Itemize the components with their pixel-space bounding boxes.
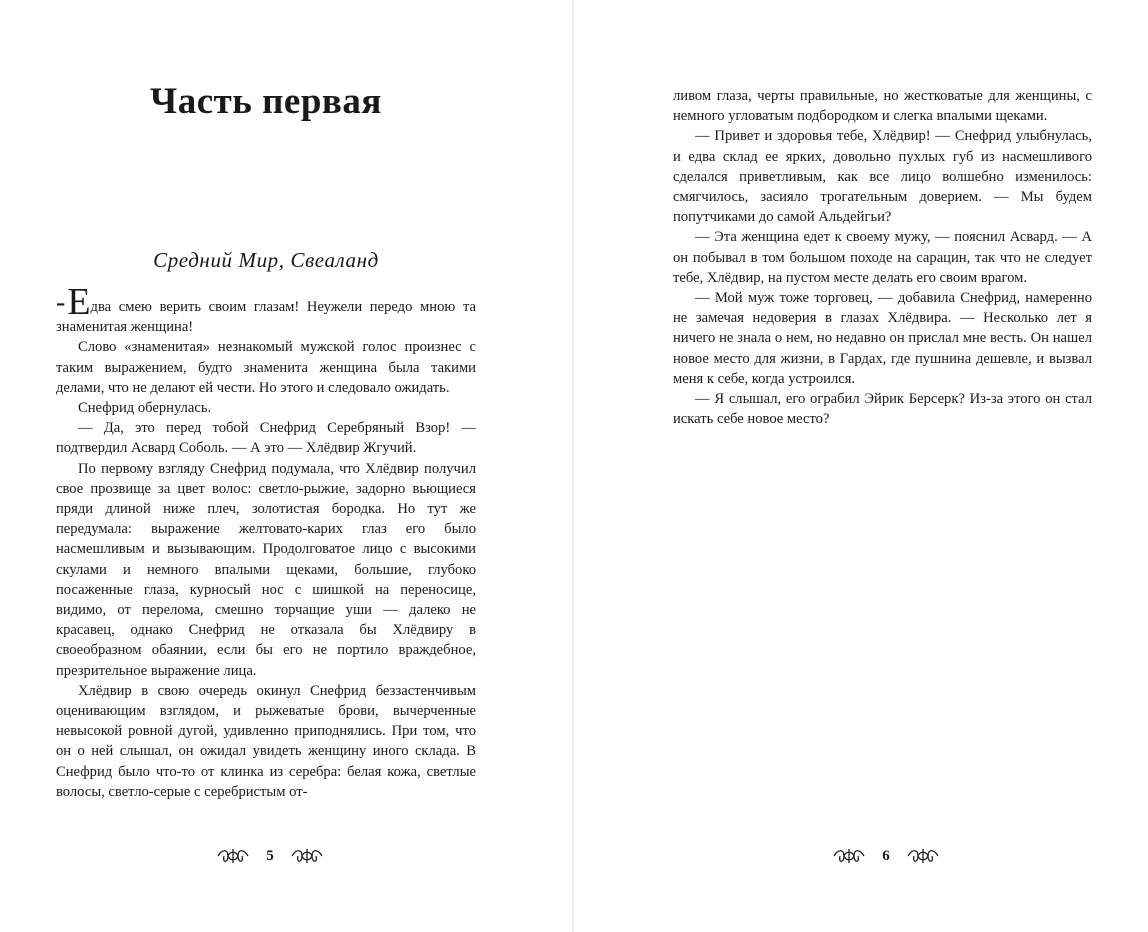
drop-cap [56, 281, 91, 323]
paragraph: Хлёдвир в свою очередь окинул Снефрид беззастенчивым оценивающим взглядом, и рыжеватые брови, вычерченные невысокой ровной дугой, удивленно приподнялись. При том, что он о ней слышал, он ожидал увидеть женщину иного склада. В Снефрид было что-то от клинка из серебра: белая кожа, светлые волосы, светло-серые с серебристым от- [56, 682, 476, 800]
paragraph: По первому взгляду Снефрид подумала, что Хлёдвир получил свое прозвище за цвет волос: светло-рыжие, задорно вьющиеся пряди длиной ниже плеч, золотистая бородка. Но тут же передумала: выражение желтовато-карих глаз его было насмешливым и вызывающим. Продолговатое лицо с высокими скулами и немного впалыми щеками, большие, глубоко посаженные глаза, курносый нос с шишкой на переносице, видимо, от перелома, смешно торчащие уши — далеко не красавец, однако Снефрид не отказала бы Хлёдвиру в своеобразном обаянии, если бы его не портило враждебное, презрительное выражение лица. [56, 460, 476, 679]
left-text-block [56, 281, 476, 802]
drop-cap-letter: Е [67, 281, 91, 323]
paragraph: — Мой муж тоже торговец, — добавила Снефрид, намеренно не замечая недоверия в глазах Хлёдвира. — Несколько лет я ничего не знала о нем, но недавно он прислал мне весть. Он нашел новое место для жизни, в Гардах, где пушнина дешевле, и вызвал меня к себе, когда устроился. [673, 290, 1092, 387]
paragraph: — Да, это перед тобой Снефрид Серебряный Взор! — подтвердил Асвард Соболь. — А это — Хлёдвир Жгучий. [56, 420, 476, 457]
flourish-ornament-icon [216, 846, 250, 866]
flourish-ornament-icon [832, 846, 866, 866]
flourish-ornament-icon [906, 846, 940, 866]
flourish-ornament-icon [290, 846, 324, 866]
paragraph: — Привет и здоровья тебе, Хлёдвир! — Снефрид улыбнулась, и едва склад ее ярких, довольно пухлых губ из насмешливого сделался приветливым, как все лицо волшебно изменилось: смягчилось, засияло трогательным доверием. — Мы будем попутчиками до самой Альдейгьи? [673, 128, 1092, 226]
paragraph: Снефрид обернулась. [78, 400, 212, 417]
right-text-block [673, 86, 1092, 429]
page-number: 5 [266, 847, 274, 864]
first-paragraph-text: два смею верить своим глазам! Неужели передо мною та знаменитая женщина! [56, 299, 476, 336]
part-title: Часть первая [150, 81, 382, 122]
right-page [574, 0, 1148, 932]
chapter-title: Средний Мир, Свеаланд [153, 248, 379, 272]
paragraph: — Я слышал, его ограбил Эйрик Берсерк? Из-за этого он стал искать себе новое место? [673, 391, 1092, 428]
continuation-paragraph: ливом глаза, черты правильные, но жестковатые для женщины, с немного угловатым подбородком и слегка впалыми щеками. [673, 88, 1092, 125]
page-number: 6 [882, 847, 890, 864]
drop-cap-dash: - [56, 287, 66, 318]
left-folio [216, 846, 324, 866]
paragraph: Слово «знаменитая» незнакомый мужской голос произнес с таким выражением, будто знаменита женщина была такими делами, что не делают ей чести. Но этого и следовало ожидать. [56, 339, 476, 396]
left-page [0, 0, 572, 932]
right-folio [832, 846, 940, 866]
first-paragraph [56, 281, 476, 337]
paragraph: — Эта женщина едет к своему мужу, — пояснил Асвард. — А он побывал в том большом походе на сарацин, так что не следует тебе, Хлёдвир, на пустом месте делать его своим врагом. [673, 229, 1092, 286]
